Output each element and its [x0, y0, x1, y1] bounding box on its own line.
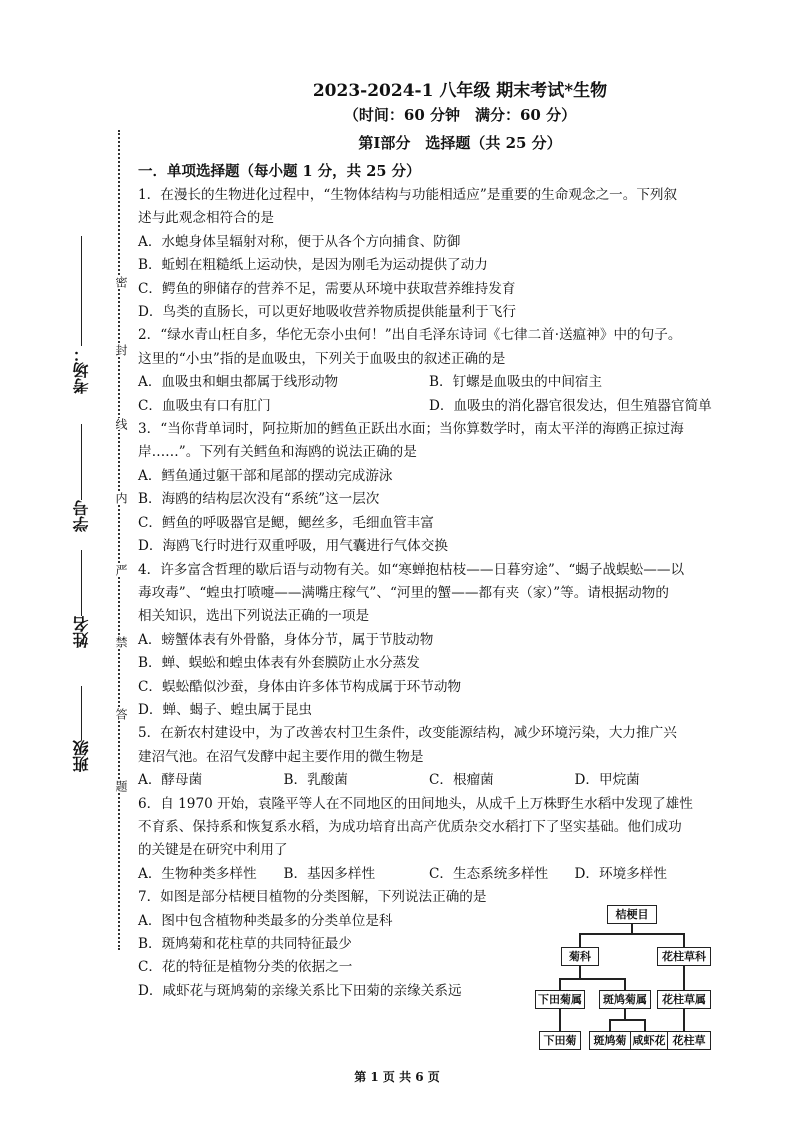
node-family: 菊科 — [561, 947, 599, 966]
node-genus: 下田菊属 — [535, 990, 585, 1009]
tree-edge — [579, 933, 581, 947]
question-stem: 3．“当你背单词时，阿拉斯加的鳕鱼正跃出水面；当你算数学时，南太平洋的海鸥正掠过海 — [138, 421, 684, 438]
question-stem: 5．在新农村建设中，为了改善农村卫生条件，改变能源结构，减少环境污染，大力推广兴 — [138, 725, 677, 742]
classification-diagram — [533, 904, 723, 1054]
option-a[interactable]: A．鳕鱼通过躯干部和尾部的摆动完成游泳 — [138, 467, 393, 484]
node-species: 花柱草 — [667, 1031, 711, 1050]
section-title: 一．单项选择题（每小题 1 分，共 25 分） — [138, 163, 421, 180]
node-species: 斑鸠菊 — [589, 1031, 631, 1050]
name-label: 姓名 — [71, 616, 91, 648]
question-1 — [138, 184, 720, 324]
question-stem: 6．自 1970 开始，袁隆平等人在不同地区的田间地头，从成千上万株野生水稻中发现了雄性 — [138, 795, 693, 812]
seal-char: 答 — [108, 708, 130, 720]
seal-char: 严 — [108, 564, 130, 576]
node-species: 咸虾花 — [630, 1031, 668, 1050]
option-c[interactable]: C．花的特征是植物分类的依据之一 — [138, 959, 353, 976]
option-b[interactable]: B．蝉、蜈蚣和蝗虫体表有外套膜防止水分蒸发 — [138, 655, 420, 672]
tree-edge — [683, 966, 685, 990]
option-c[interactable]: C．鳄鱼的卵储存的营养不足，需要从环境中获取营养维持发育 — [138, 280, 516, 297]
option-b[interactable]: B．乳酸菌 — [283, 772, 348, 789]
tree-edge — [624, 978, 626, 990]
option-b[interactable]: B．斑鸠菊和花柱草的共同特征最少 — [138, 936, 352, 952]
option-b[interactable]: B．蚯蚓在粗糙纸上运动快，是因为刚毛为运动提供了动力 — [138, 257, 488, 274]
option-d[interactable]: D．血吸虫的消化器官很发达，但生殖器官简单 — [429, 397, 712, 414]
seal-char: 题 — [108, 780, 130, 792]
question-6 — [138, 793, 720, 887]
seal-char: 禁 — [108, 636, 130, 648]
question-stem: 7．如图是部分桔梗目植物的分类图解，下列说法正确的是 — [138, 889, 487, 906]
option-a[interactable]: A．酵母菌 — [138, 772, 203, 789]
option-d[interactable]: D．鸟类的直肠长，可以更好地吸收营养物质提供能量利于飞行 — [138, 304, 516, 321]
field-underline — [81, 236, 82, 346]
question-5 — [138, 722, 720, 792]
tree-edge — [631, 923, 633, 933]
option-d[interactable]: D．环境多样性 — [574, 865, 667, 882]
question-4 — [138, 559, 720, 723]
field-underline — [81, 550, 82, 616]
option-a[interactable]: A．水螅身体呈辐射对称，便于从各个方向捕食、防御 — [138, 233, 461, 250]
tree-edge — [644, 1019, 646, 1031]
tree-edge — [683, 1009, 685, 1031]
seal-char: 密 — [108, 276, 130, 288]
node-family: 花柱草科 — [657, 947, 711, 966]
question-stem: 2．“绿水青山枉自多，华佗无奈小虫何！”出自毛泽东诗词《七律二首·送瘟神》中的句子。 — [138, 327, 682, 344]
option-c[interactable]: C．鳕鱼的呼吸器官是鳃，鳃丝多，毛细血管丰富 — [138, 514, 434, 531]
option-d[interactable]: D．咸虾花与斑鸠菊的亲缘关系比下田菊的亲缘关系远 — [138, 982, 462, 999]
seal-char: 内 — [108, 492, 130, 504]
question-stem: 1．在漫长的生物进化过程中，“生物体结构与功能相适应”是重要的生命观念之一。下列叙 — [138, 187, 678, 203]
question-stem: 不育系、保持系和恢复系水稻，为成功培育出高产优质杂交水稻打下了坚实基础。他们成功 — [138, 818, 682, 835]
exam-title: 2023-2024-1 八年级 期末考试*生物 — [312, 81, 608, 101]
node-genus: 花柱草属 — [657, 990, 711, 1009]
question-stem: 4．许多富含哲理的歇后语与动物有关。如“寒蝉抱枯枝——日暮穷途”、“蝎子战蜈蚣——以 — [138, 561, 685, 578]
option-b[interactable]: B．海鸥的结构层次没有“系统”这一层次 — [138, 491, 380, 508]
option-d[interactable]: D．蝉、蝎子、蝗虫属于昆虫 — [138, 701, 313, 718]
question-stem: 毒攻毒”、“蝗虫打喷嚏——满嘴庄稼气”、“河里的蟹——都有夹（家）”等。请根据动物的 — [138, 584, 669, 601]
class-label: 班级 — [71, 740, 91, 772]
tree-edge — [579, 933, 684, 935]
exam-room-label: 考场： — [71, 346, 91, 394]
field-underline — [81, 424, 82, 500]
option-b[interactable]: B．钉螺是血吸虫的中间宿主 — [429, 374, 603, 391]
binding-dotted-line — [118, 130, 120, 950]
class-field[interactable] — [64, 686, 98, 772]
question-stem: 建沼气池。在沼气发酵中起主要作用的微生物是 — [138, 748, 424, 765]
part-title: 第Ⅰ部分 选择题（共 25 分） — [358, 134, 562, 152]
tree-edge — [559, 978, 561, 990]
option-c[interactable]: C．生态系统多样性 — [429, 865, 549, 882]
question-2 — [138, 324, 720, 418]
exam-time-info: （时间：60 分钟 满分：60 分） — [343, 106, 577, 124]
page-number: 第 1 页 共 6 页 — [354, 1070, 440, 1084]
seal-char: 封 — [108, 344, 130, 356]
option-d[interactable]: D．海鸥飞行时进行双重呼吸，用气囊进行气体交换 — [138, 538, 448, 555]
question-stem: 岸……”。下列有关鳕鱼和海鸥的说法正确的是 — [138, 444, 417, 461]
student-id-label: 学号 — [71, 500, 91, 532]
question-3 — [138, 418, 720, 558]
tree-edge — [609, 1019, 611, 1031]
tree-edge — [559, 1009, 561, 1031]
name-field[interactable] — [64, 550, 98, 648]
tree-edge — [624, 1009, 626, 1019]
tree-edge — [579, 966, 581, 978]
option-c[interactable]: C．血吸虫有口有肛门 — [138, 397, 271, 414]
option-c[interactable]: C．根瘤菌 — [429, 772, 494, 789]
exam-room-field[interactable] — [64, 236, 98, 394]
option-b[interactable]: B．基因多样性 — [283, 865, 376, 882]
question-stem: 相关知识，选出下列说法正确的一项是 — [138, 608, 370, 625]
option-d[interactable]: D．甲烷菌 — [574, 772, 640, 789]
node-genus: 斑鸠菊属 — [599, 990, 651, 1009]
question-stem: 的关键是在研究中利用了 — [138, 842, 288, 859]
option-a[interactable]: A．血吸虫和蛔虫都属于线形动物 — [138, 374, 339, 391]
node-species: 下田菊 — [539, 1031, 581, 1050]
option-a[interactable]: A．生物种类多样性 — [138, 865, 257, 882]
question-stem: 述与此观念相符合的是 — [138, 210, 274, 227]
field-underline — [81, 686, 82, 740]
seal-char: 线 — [108, 418, 130, 430]
option-c[interactable]: C．蜈蚣酷似沙蚕，身体由许多体节构成属于环节动物 — [138, 678, 462, 695]
tree-edge — [683, 933, 685, 947]
question-stem: 这里的“小虫”指的是血吸虫，下列关于血吸虫的叙述正确的是 — [138, 350, 506, 367]
tree-edge — [609, 1019, 645, 1021]
option-a[interactable]: A．图中包含植物种类最多的分类单位是科 — [138, 912, 393, 929]
student-id-field[interactable] — [64, 424, 98, 532]
question-list — [138, 184, 720, 1003]
tree-edge — [559, 978, 625, 980]
node-order: 桔梗目 — [607, 905, 657, 924]
option-a[interactable]: A．螃蟹体表有外骨骼，身体分节，属于节肢动物 — [138, 631, 434, 648]
